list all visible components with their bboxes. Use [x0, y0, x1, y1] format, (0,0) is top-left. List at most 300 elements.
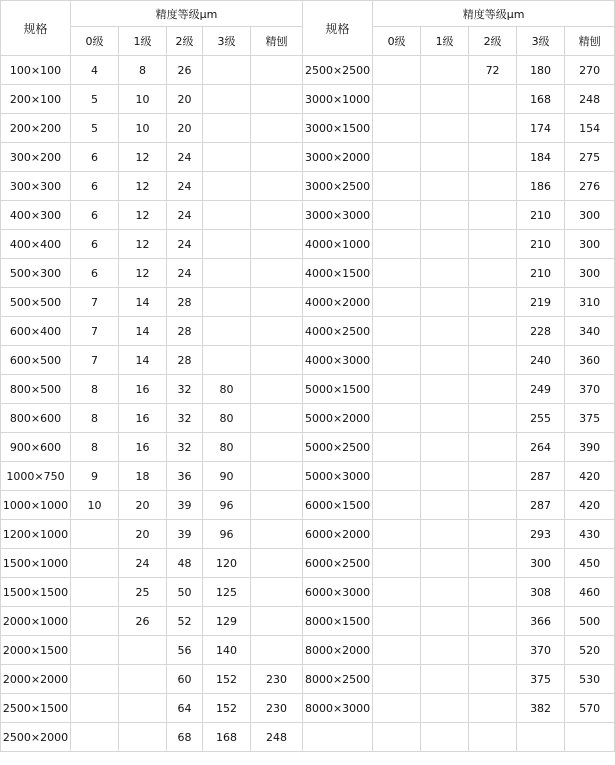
left-value-cell: 7	[71, 288, 119, 317]
left-value-cell: 6	[71, 143, 119, 172]
right-value-cell: 420	[565, 491, 615, 520]
right-spec-cell: 4000×2500	[303, 317, 373, 346]
right-value-cell	[421, 607, 469, 636]
left-value-cell	[203, 346, 251, 375]
right-value-cell: 180	[517, 56, 565, 85]
left-spec-cell: 900×600	[1, 433, 71, 462]
left-value-cell	[251, 549, 303, 578]
left-value-cell	[71, 607, 119, 636]
right-spec-cell: 3000×1500	[303, 114, 373, 143]
left-grade-0-header: 0级	[71, 27, 119, 56]
right-value-cell: 370	[565, 375, 615, 404]
right-value-cell	[373, 230, 421, 259]
right-value-cell	[421, 433, 469, 462]
right-value-cell: 287	[517, 491, 565, 520]
table-row	[1, 723, 615, 752]
right-value-cell	[373, 346, 421, 375]
right-value-cell: 184	[517, 143, 565, 172]
left-value-cell: 6	[71, 230, 119, 259]
table-row	[1, 56, 615, 85]
right-spec-cell: 8000×3000	[303, 694, 373, 723]
left-value-cell: 24	[167, 143, 203, 172]
left-value-cell: 10	[119, 85, 167, 114]
left-value-cell: 20	[119, 491, 167, 520]
left-value-cell	[251, 375, 303, 404]
right-value-cell: 450	[565, 549, 615, 578]
left-spec-cell: 800×600	[1, 404, 71, 433]
left-spec-cell: 1000×750	[1, 462, 71, 491]
right-value-cell	[469, 462, 517, 491]
left-value-cell	[203, 143, 251, 172]
right-spec-cell: 3000×1000	[303, 85, 373, 114]
right-value-cell	[421, 549, 469, 578]
right-value-cell: 210	[517, 259, 565, 288]
right-value-cell	[565, 723, 615, 752]
right-value-cell: 420	[565, 462, 615, 491]
right-value-cell: 249	[517, 375, 565, 404]
right-value-cell	[421, 56, 469, 85]
left-spec-cell: 300×200	[1, 143, 71, 172]
left-value-cell	[71, 520, 119, 549]
right-value-cell: 460	[565, 578, 615, 607]
left-value-cell	[251, 520, 303, 549]
right-value-cell	[421, 723, 469, 752]
right-spec-cell: 5000×3000	[303, 462, 373, 491]
table-row	[1, 462, 615, 491]
left-grade-1-header: 1级	[119, 27, 167, 56]
left-value-cell: 28	[167, 288, 203, 317]
left-value-cell: 4	[71, 56, 119, 85]
right-value-cell: 186	[517, 172, 565, 201]
right-value-cell: 530	[565, 665, 615, 694]
left-value-cell: 28	[167, 346, 203, 375]
right-value-cell: 154	[565, 114, 615, 143]
left-value-cell: 5	[71, 85, 119, 114]
left-spec-cell: 1000×1000	[1, 491, 71, 520]
left-value-cell: 26	[119, 607, 167, 636]
right-value-cell: 174	[517, 114, 565, 143]
right-spec-cell: 8000×2000	[303, 636, 373, 665]
right-value-cell	[373, 491, 421, 520]
left-value-cell: 12	[119, 259, 167, 288]
left-value-cell: 7	[71, 317, 119, 346]
left-value-cell: 10	[71, 491, 119, 520]
right-value-cell	[469, 143, 517, 172]
left-value-cell	[251, 346, 303, 375]
left-value-cell: 24	[167, 172, 203, 201]
left-value-cell: 28	[167, 317, 203, 346]
left-value-cell: 24	[119, 549, 167, 578]
table-row	[1, 85, 615, 114]
left-spec-cell: 2000×1000	[1, 607, 71, 636]
right-value-cell	[469, 201, 517, 230]
right-value-cell	[469, 491, 517, 520]
right-value-cell	[421, 578, 469, 607]
left-value-cell: 125	[203, 578, 251, 607]
left-value-cell: 8	[119, 56, 167, 85]
right-value-cell: 430	[565, 520, 615, 549]
left-value-cell: 129	[203, 607, 251, 636]
right-value-cell	[373, 201, 421, 230]
right-value-cell	[469, 404, 517, 433]
right-value-cell	[469, 259, 517, 288]
right-spec-header: 规格	[303, 1, 373, 56]
right-spec-cell: 6000×2500	[303, 549, 373, 578]
left-value-cell: 50	[167, 578, 203, 607]
left-value-cell	[251, 201, 303, 230]
right-value-cell: 240	[517, 346, 565, 375]
right-value-cell: 366	[517, 607, 565, 636]
table-row	[1, 317, 615, 346]
left-value-cell: 96	[203, 520, 251, 549]
right-value-cell	[373, 172, 421, 201]
left-value-cell: 80	[203, 404, 251, 433]
right-spec-cell: 4000×3000	[303, 346, 373, 375]
right-value-cell	[469, 636, 517, 665]
left-value-cell	[251, 259, 303, 288]
left-value-cell: 12	[119, 201, 167, 230]
left-value-cell	[251, 578, 303, 607]
left-spec-cell: 200×100	[1, 85, 71, 114]
left-value-cell: 6	[71, 259, 119, 288]
left-value-cell: 14	[119, 288, 167, 317]
right-value-cell	[373, 694, 421, 723]
left-value-cell	[119, 636, 167, 665]
left-value-cell: 14	[119, 317, 167, 346]
right-value-cell: 375	[565, 404, 615, 433]
left-value-cell: 32	[167, 404, 203, 433]
right-value-cell	[421, 520, 469, 549]
table-row	[1, 143, 615, 172]
left-value-cell: 36	[167, 462, 203, 491]
right-value-cell	[469, 230, 517, 259]
left-value-cell: 20	[167, 114, 203, 143]
right-value-cell: 219	[517, 288, 565, 317]
right-value-cell: 520	[565, 636, 615, 665]
left-spec-cell: 500×500	[1, 288, 71, 317]
right-grade-3-header: 3级	[517, 27, 565, 56]
left-spec-header: 规格	[1, 1, 71, 56]
right-spec-cell: 5000×2000	[303, 404, 373, 433]
right-value-cell	[421, 143, 469, 172]
left-fine-planing-header: 精刨	[251, 27, 303, 56]
right-spec-cell: 3000×2500	[303, 172, 373, 201]
right-value-cell: 300	[565, 201, 615, 230]
left-value-cell: 24	[167, 230, 203, 259]
left-value-cell: 39	[167, 491, 203, 520]
left-value-cell: 48	[167, 549, 203, 578]
right-spec-cell: 4000×1000	[303, 230, 373, 259]
left-spec-cell: 1500×1000	[1, 549, 71, 578]
left-spec-cell: 1200×1000	[1, 520, 71, 549]
left-spec-cell: 200×200	[1, 114, 71, 143]
left-value-cell: 32	[167, 375, 203, 404]
right-value-cell	[421, 694, 469, 723]
right-fine-planing-header: 精刨	[565, 27, 615, 56]
right-value-cell: 390	[565, 433, 615, 462]
left-spec-cell: 600×400	[1, 317, 71, 346]
left-grade-3-header: 3级	[203, 27, 251, 56]
right-value-cell	[469, 346, 517, 375]
left-value-cell: 18	[119, 462, 167, 491]
table-row	[1, 346, 615, 375]
right-value-cell	[421, 230, 469, 259]
left-value-cell: 32	[167, 433, 203, 462]
left-value-cell: 16	[119, 375, 167, 404]
right-value-cell: 310	[565, 288, 615, 317]
left-value-cell	[203, 114, 251, 143]
right-spec-cell: 2500×2500	[303, 56, 373, 85]
right-value-cell	[469, 375, 517, 404]
table-row	[1, 665, 615, 694]
right-spec-cell: 5000×1500	[303, 375, 373, 404]
left-spec-cell: 2500×2000	[1, 723, 71, 752]
left-value-cell	[71, 723, 119, 752]
left-value-cell	[71, 549, 119, 578]
left-value-cell	[251, 172, 303, 201]
left-value-cell: 248	[251, 723, 303, 752]
right-value-cell	[469, 520, 517, 549]
right-value-cell: 293	[517, 520, 565, 549]
right-value-cell	[373, 114, 421, 143]
right-value-cell	[373, 433, 421, 462]
table-row	[1, 578, 615, 607]
left-spec-cell: 100×100	[1, 56, 71, 85]
table-row	[1, 404, 615, 433]
right-grade-2-header: 2级	[469, 27, 517, 56]
left-value-cell	[71, 578, 119, 607]
right-value-cell: 255	[517, 404, 565, 433]
right-value-cell: 275	[565, 143, 615, 172]
left-value-cell	[71, 694, 119, 723]
right-value-cell	[469, 694, 517, 723]
left-value-cell: 24	[167, 201, 203, 230]
right-value-cell	[373, 143, 421, 172]
left-value-cell: 52	[167, 607, 203, 636]
left-value-cell	[71, 665, 119, 694]
left-value-cell: 12	[119, 230, 167, 259]
table-row	[1, 549, 615, 578]
left-value-cell	[251, 143, 303, 172]
left-value-cell: 152	[203, 694, 251, 723]
right-value-cell: 382	[517, 694, 565, 723]
left-value-cell	[251, 56, 303, 85]
right-spec-cell: 8000×2500	[303, 665, 373, 694]
left-value-cell: 80	[203, 375, 251, 404]
right-value-cell	[373, 520, 421, 549]
left-value-cell: 7	[71, 346, 119, 375]
left-value-cell: 68	[167, 723, 203, 752]
right-value-cell: 264	[517, 433, 565, 462]
left-value-cell	[251, 230, 303, 259]
table-row	[1, 230, 615, 259]
left-value-cell: 230	[251, 665, 303, 694]
right-value-cell	[421, 346, 469, 375]
left-value-cell	[251, 317, 303, 346]
left-value-cell: 39	[167, 520, 203, 549]
right-value-cell: 300	[517, 549, 565, 578]
left-value-cell: 26	[167, 56, 203, 85]
left-value-cell	[251, 288, 303, 317]
left-value-cell: 12	[119, 172, 167, 201]
left-value-cell: 25	[119, 578, 167, 607]
right-value-cell: 248	[565, 85, 615, 114]
right-spec-cell: 6000×1500	[303, 491, 373, 520]
left-value-cell: 140	[203, 636, 251, 665]
table-row	[1, 694, 615, 723]
left-value-cell	[119, 694, 167, 723]
left-value-cell	[251, 607, 303, 636]
right-value-cell	[421, 288, 469, 317]
table-row	[1, 259, 615, 288]
right-value-cell: 340	[565, 317, 615, 346]
table-row	[1, 375, 615, 404]
right-value-cell	[373, 462, 421, 491]
left-value-cell	[203, 230, 251, 259]
left-value-cell: 56	[167, 636, 203, 665]
right-value-cell	[421, 114, 469, 143]
right-value-cell: 168	[517, 85, 565, 114]
left-value-cell: 20	[119, 520, 167, 549]
left-spec-cell: 600×500	[1, 346, 71, 375]
right-value-cell	[421, 404, 469, 433]
right-spec-cell: 5000×2500	[303, 433, 373, 462]
right-value-cell	[373, 636, 421, 665]
right-value-cell: 360	[565, 346, 615, 375]
left-value-cell: 9	[71, 462, 119, 491]
right-value-cell	[469, 723, 517, 752]
right-value-cell	[469, 433, 517, 462]
left-value-cell: 20	[167, 85, 203, 114]
right-value-cell	[421, 172, 469, 201]
left-value-cell: 230	[251, 694, 303, 723]
right-value-cell: 276	[565, 172, 615, 201]
table-row	[1, 201, 615, 230]
left-value-cell: 6	[71, 172, 119, 201]
left-spec-cell: 800×500	[1, 375, 71, 404]
left-spec-cell: 500×300	[1, 259, 71, 288]
right-value-cell	[421, 636, 469, 665]
right-value-cell: 375	[517, 665, 565, 694]
left-spec-cell: 1500×1500	[1, 578, 71, 607]
right-value-cell	[373, 549, 421, 578]
right-value-cell	[421, 259, 469, 288]
right-spec-cell	[303, 723, 373, 752]
right-spec-cell: 6000×3000	[303, 578, 373, 607]
left-spec-cell: 2500×1500	[1, 694, 71, 723]
right-value-cell	[373, 665, 421, 694]
right-value-cell	[469, 85, 517, 114]
left-spec-cell: 300×300	[1, 172, 71, 201]
left-value-cell	[203, 288, 251, 317]
table-header	[1, 1, 615, 56]
left-value-cell	[251, 85, 303, 114]
left-value-cell	[203, 172, 251, 201]
right-precision-group-header: 精度等级μm	[373, 1, 615, 27]
right-grade-1-header: 1级	[421, 27, 469, 56]
right-spec-cell: 6000×2000	[303, 520, 373, 549]
left-value-cell: 10	[119, 114, 167, 143]
left-spec-cell: 2000×1500	[1, 636, 71, 665]
right-value-cell	[469, 665, 517, 694]
left-value-cell: 60	[167, 665, 203, 694]
table-row	[1, 172, 615, 201]
right-value-cell	[469, 172, 517, 201]
right-value-cell	[421, 201, 469, 230]
right-value-cell	[469, 607, 517, 636]
left-spec-cell: 2000×2000	[1, 665, 71, 694]
left-value-cell	[203, 201, 251, 230]
right-value-cell	[373, 375, 421, 404]
left-value-cell: 168	[203, 723, 251, 752]
left-value-cell: 14	[119, 346, 167, 375]
left-value-cell	[119, 723, 167, 752]
left-spec-cell: 400×300	[1, 201, 71, 230]
right-value-cell: 370	[517, 636, 565, 665]
left-value-cell: 8	[71, 433, 119, 462]
right-value-cell	[373, 723, 421, 752]
right-value-cell: 308	[517, 578, 565, 607]
right-value-cell	[421, 491, 469, 520]
right-spec-cell: 4000×2000	[303, 288, 373, 317]
table-row	[1, 288, 615, 317]
left-value-cell	[203, 56, 251, 85]
right-value-cell	[373, 85, 421, 114]
right-value-cell: 210	[517, 230, 565, 259]
left-value-cell: 120	[203, 549, 251, 578]
right-value-cell: 210	[517, 201, 565, 230]
right-spec-cell: 3000×3000	[303, 201, 373, 230]
right-value-cell: 287	[517, 462, 565, 491]
right-grade-0-header: 0级	[373, 27, 421, 56]
right-value-cell: 270	[565, 56, 615, 85]
right-value-cell	[373, 288, 421, 317]
left-value-cell: 16	[119, 433, 167, 462]
table-row	[1, 491, 615, 520]
right-spec-cell: 4000×1500	[303, 259, 373, 288]
left-value-cell	[71, 636, 119, 665]
left-value-cell: 80	[203, 433, 251, 462]
right-spec-cell: 8000×1500	[303, 607, 373, 636]
left-value-cell	[251, 404, 303, 433]
right-value-cell: 300	[565, 230, 615, 259]
right-value-cell: 570	[565, 694, 615, 723]
left-value-cell: 8	[71, 404, 119, 433]
left-value-cell	[251, 491, 303, 520]
left-value-cell: 5	[71, 114, 119, 143]
right-spec-cell: 3000×2000	[303, 143, 373, 172]
right-value-cell	[421, 317, 469, 346]
right-value-cell	[421, 462, 469, 491]
table-row	[1, 607, 615, 636]
right-value-cell	[373, 404, 421, 433]
left-value-cell: 16	[119, 404, 167, 433]
left-value-cell: 96	[203, 491, 251, 520]
table-row	[1, 433, 615, 462]
right-value-cell	[421, 85, 469, 114]
left-value-cell	[251, 114, 303, 143]
left-value-cell: 64	[167, 694, 203, 723]
left-value-cell: 90	[203, 462, 251, 491]
right-value-cell	[373, 259, 421, 288]
table-body	[1, 56, 615, 752]
right-value-cell	[469, 317, 517, 346]
right-value-cell	[469, 549, 517, 578]
right-value-cell	[373, 607, 421, 636]
left-value-cell	[119, 665, 167, 694]
right-value-cell: 72	[469, 56, 517, 85]
left-grade-2-header: 2级	[167, 27, 203, 56]
